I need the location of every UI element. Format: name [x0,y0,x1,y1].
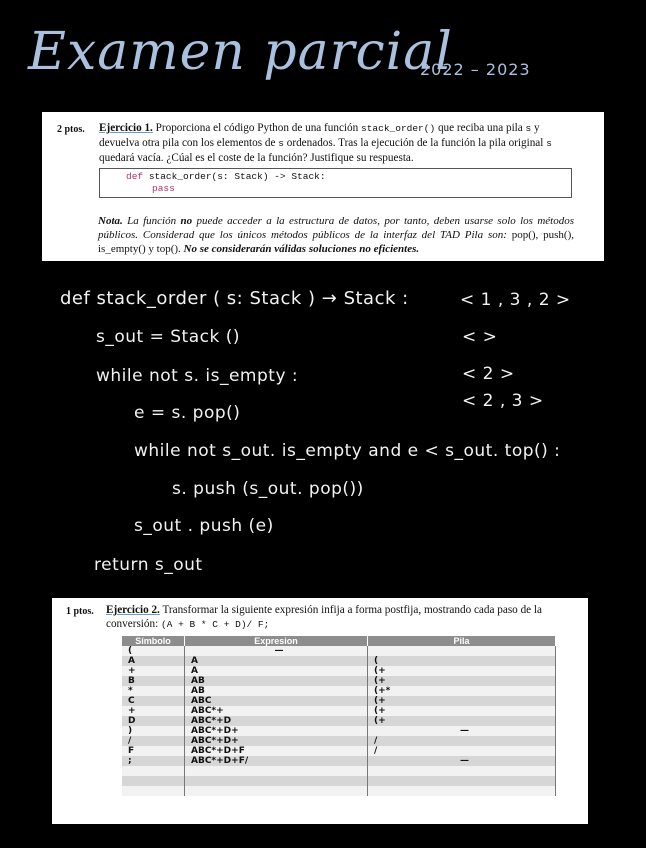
cell-expresion: ABC*+D [185,716,368,726]
cell-simbolo: B [122,676,185,686]
cell-simbolo: A [122,656,185,666]
cell-simbolo: C [122,696,185,706]
cell-pila: (+ [368,696,556,706]
col-simbolo: Símbolo [122,636,185,646]
cell-pila: (+ [368,666,556,676]
note-no: no [180,215,193,227]
cell-expresion: ABC*+ [185,706,368,716]
hw-line-while-1: while not s. is_empty : [96,366,299,386]
statement-part: que reciba una pila [435,122,526,134]
var-s: s [525,123,532,134]
cell-pila: / [368,736,556,746]
code-line-2 [126,183,571,195]
table-row [122,756,556,766]
table-row [122,696,556,706]
code-line-1 [126,171,571,183]
cell-expresion [185,786,368,796]
cell-pila: / [368,746,556,756]
table-row [122,676,556,686]
cell-pila: — [368,726,556,736]
note-bold: No se considerarán válidas soluciones no eficientes. [180,243,420,255]
cell-simbolo: F [122,746,185,756]
cell-pila: ( [368,656,556,666]
table-row [122,746,556,756]
note [98,214,574,256]
cell-expresion: ABC*+D+F [185,746,368,756]
cell-expresion: ABC*+D+F/ [185,756,368,766]
cell-simbolo: + [122,666,185,676]
cell-expresion: ABC*+D+ [185,726,368,736]
statement-part: quedará vacía. ¿Cúal es el coste de la función? Justifique su respuesta. [99,152,414,164]
cell-pila: (+ [368,676,556,686]
hw-line-def: def stack_order ( s: Stack ) → Stack : [60,288,409,309]
cell-simbolo: ; [122,756,185,766]
hw-line-push-back: s. push (s_out. pop()) [172,479,364,499]
cell-simbolo: / [122,736,185,746]
cell-pila [368,786,556,796]
col-expresion: Expresion [185,636,368,646]
cell-simbolo: ( [122,646,185,656]
table-row [122,736,556,746]
hw-line-return: return s_out [94,555,203,575]
table-row [122,786,556,796]
statement-part: Transformar la siguiente expresión infija a forma postfija, mostrando cada paso de la conversión: [106,604,542,630]
exercise-2-points: 1 ptos. [66,606,94,617]
cell-simbolo [122,776,185,786]
hw-line-pop: e = s. pop() [134,403,241,423]
code-box [99,168,572,198]
note-methods: pop(), push(), is_empty() y top(). [98,229,575,255]
cell-simbolo: + [122,706,185,716]
note-part: puede acceder a la estructura de datos, por tanto, deben usarse solo los métodos públicos. Considerad que los únicos métodos públicos de la interfaz del TAD Pila son: [98,215,574,241]
table-row [122,716,556,726]
table-row [122,726,556,736]
cell-expresion [185,766,368,776]
note-label: Nota. [98,215,123,227]
expression: (A + B * C + D)/ F; [161,619,270,630]
cell-expresion: A [185,666,368,676]
hw-note-2: < > [462,327,498,347]
exam-year: 2022 – 2023 [420,60,531,79]
statement-part: ordenados. Tras la ejecución de la función la pila original [283,137,547,149]
cell-simbolo [122,786,185,796]
hw-note-4: < 2 , 3 > [462,391,544,411]
cell-pila [368,646,556,656]
col-pila: Pila [368,636,556,646]
hw-line-init: s_out = Stack () [96,327,240,347]
cell-simbolo: ) [122,726,185,736]
hw-line-while-2: while not s_out. is_empty and e < s_out. top() : [134,441,561,461]
table-row [122,776,556,786]
cell-expresion: A [185,656,368,666]
exercise-1-points: 2 ptos. [57,124,85,135]
statement-part: y devuelva otra pila con los elementos de [99,122,540,149]
cell-expresion: ABC [185,696,368,706]
cell-pila: (+* [368,686,556,696]
table-row [122,646,556,656]
cell-simbolo: * [122,686,185,696]
hw-line-push: s_out . push (e) [134,516,274,536]
statement-part: Proporciona el código Python de una función [152,122,362,134]
code-signature: stack_order(s: Stack) -> Stack: [148,171,326,182]
cell-expresion [185,776,368,786]
cell-expresion: AB [185,676,368,686]
exercise-2-statement [106,603,578,632]
exercise-2-heading: Ejercicio 2. [106,604,160,616]
cell-pila [368,766,556,776]
table-row [122,666,556,676]
hw-note-3: < 2 > [462,364,515,384]
exercise-2-card [52,598,588,824]
hw-note-1: < 1 , 3 , 2 > [460,290,571,310]
cell-simbolo [122,766,185,776]
cell-pila: (+ [368,716,556,726]
cell-pila: (+ [368,706,556,716]
cell-expresion: — [185,646,368,656]
exercise-1-statement [99,121,575,165]
exercise-1-card [42,112,604,261]
table-row [122,686,556,696]
conversion-table [122,636,556,796]
exercise-1-heading: Ejercicio 1. [99,122,153,134]
code-keyword: def [126,171,144,182]
table-row [122,656,556,666]
var-s: s [546,138,552,149]
cell-simbolo: D [122,716,185,726]
var-s: s [278,138,284,149]
cell-pila: — [368,756,556,766]
table-row [122,706,556,716]
code-pass: pass [152,183,175,194]
exam-title: Examen parcial [28,22,453,82]
cell-expresion: ABC*+D+ [185,736,368,746]
cell-pila [368,776,556,786]
table-row [122,766,556,776]
note-part: La función [122,215,181,227]
function-name: stack_order() [361,123,436,134]
cell-expresion: AB [185,686,368,696]
